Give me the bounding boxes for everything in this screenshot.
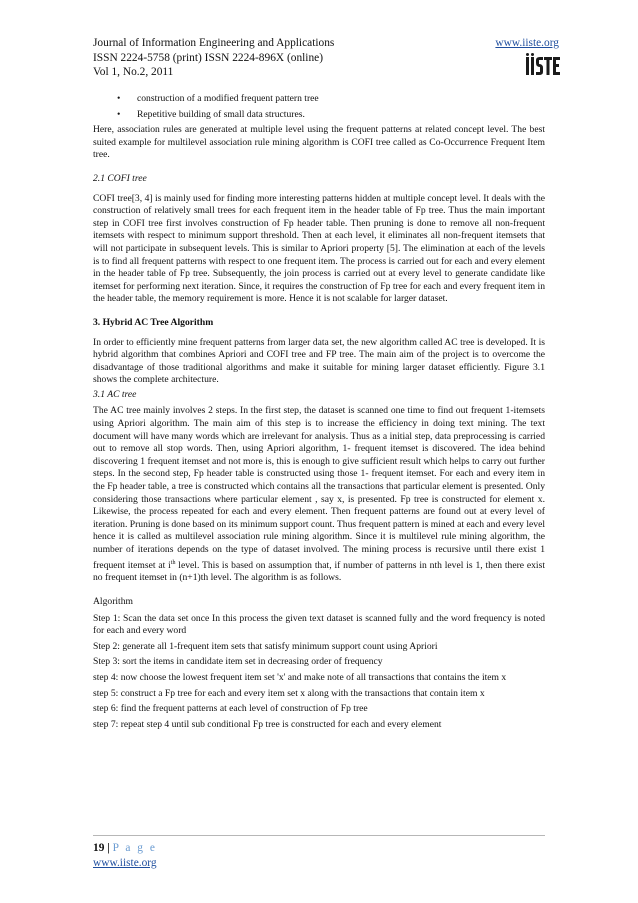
header-url-link[interactable]: www.iiste.org bbox=[495, 37, 559, 49]
article-body bbox=[93, 93, 545, 734]
algorithm-step: step 5: construct a Fp tree for each and every item set x along with the transactions that contain item x bbox=[93, 687, 485, 699]
cofi-paragraph: COFI tree[3, 4] is mainly used for finding more interesting patterns hidden at multiple concept level. It deals with the construction of relatively small trees for each frequent item in the header table of Fp tree. Thus the main important step in COFI tree first involves construction of Fp header table. Then pruning is done to remove all non-frequent itemsets with respect to minimum support threshold. Then at each level, it eliminates all non-frequent itemsets that will not participate in subsequent levels. This is similar to Apriori property [5]. The elimination at each of the levels is to find all frequent patterns with respect to one frequent item. The process is carried out for each and every element in the header table of Fp tree. Subsequently, the join process is carried out at every level to generate candidate like itemset for performing next iteration. Since, it requires the construction of Fp tree for each and every frequent item in the header table, the memory requirement is more. Hence it is not scalable for larger dataset. bbox=[93, 192, 545, 305]
bullet-marker: • bbox=[117, 108, 121, 120]
bullet-text: Repetitive building of small data structures. bbox=[137, 108, 305, 120]
page-number: 19 bbox=[93, 842, 105, 854]
journal-title: Journal of Information Engineering and Applications bbox=[93, 37, 335, 49]
page-footer bbox=[93, 841, 157, 870]
bullet-marker: • bbox=[117, 93, 121, 104]
actree-text-part2: level. This is based on assumption that, if number of patterns in nth level is 1, then there exist no frequent itemset in (n+1)th level. The algorithm is as follows. bbox=[93, 559, 545, 584]
algorithm-step: step 4: now choose the lowest frequent item set 'x' and make note of all transactions that contains the item x bbox=[93, 671, 507, 683]
cofi-heading: 2.1 COFI tree bbox=[93, 172, 147, 184]
algorithm-step: Step 2: generate all 1-frequent item sets that satisfy minimum support count using Apriori bbox=[93, 640, 438, 652]
actree-paragraph bbox=[93, 405, 545, 585]
bullet-item bbox=[93, 93, 545, 106]
footer-url-link[interactable]: www.iiste.org bbox=[93, 856, 157, 869]
page-word: P a g e bbox=[112, 842, 157, 854]
superscript-th: th bbox=[170, 559, 176, 566]
page-separator: | bbox=[107, 842, 110, 854]
algorithm-step: Step 1: Scan the data set once In this process the given text dataset is scanned fully and the word frequency is noted for each and every word bbox=[93, 612, 545, 637]
page-number-line bbox=[93, 841, 157, 856]
actree-heading: 3.1 AC tree bbox=[93, 388, 137, 400]
hybrid-heading: 3. Hybrid AC Tree Algorithm bbox=[93, 316, 214, 328]
algorithm-title: Algorithm bbox=[93, 595, 133, 607]
page-header bbox=[93, 36, 559, 80]
algorithm-step: Step 3: sort the items in candidate item set in decreasing order of frequency bbox=[93, 656, 383, 668]
issn-line: ISSN 2224-5758 (print) ISSN 2224-896X (online) bbox=[93, 51, 324, 64]
footer-divider bbox=[93, 835, 545, 836]
iiste-logo-icon bbox=[526, 53, 560, 75]
bullet-text: construction of a modified frequent pattern tree bbox=[137, 93, 319, 104]
bullet-item bbox=[93, 109, 545, 122]
hybrid-paragraph: In order to efficiently mine frequent patterns from larger data set, the new algorithm called AC tree is developed. It is hybrid algorithm that combines Apriori and COFI tree and FP tree. The main aim of the project is to overcome the disadvantage of those traditional algorithms and make it suitable for mining larger dataset efficiently. Figure 3.1 shows the complete architecture. bbox=[93, 336, 545, 386]
algorithm-step: step 6: find the frequent patterns at each level of construction of Fp tree bbox=[93, 703, 368, 715]
algorithm-step: step 7: repeat step 4 until sub conditional Fp tree is constructed for each and every element bbox=[93, 718, 442, 730]
actree-text-part1: The AC tree mainly involves 2 steps. In the first step, the dataset is scanned one time to find out frequent 1-itemsets using Apriori algorithm. The main aim of this step is to increase the efficiency in doing text mining. The text document will have many words which are irrelevant for analysis. Thus as a initial step, data preprocessing is carried out to remove all stop words. Then, using Apriori algorithm, 1- frequent itemset is discovered. The idea behind discovering 1 frequent itemset and not more is, this is enough to give sufficient result which helps to carry out further steps. In the second step, Fp header table is constructed using those 1- frequent itemset. For each and every item in the Fp header table, a tree is constructed which contains all the transactions that particular element is presented. Only considering those transactions where particular element , say x, is presented. Fp tree is constructed for element x. Likewise, the process repeated for each and every element. Then frequent patterns are found out at every level of iteration. Pruning is done based on its minimum support count. Thus frequent pattern is mined at each and every level hence it is called as multilevel association rule mining algorithm. Since it is multilevel rule mining algorithm, the number of iterations depends on the type of dataset involved. The mining process is recursive until there exist 1 frequent itemset at i bbox=[93, 405, 545, 571]
intro-paragraph: Here, association rules are generated at multiple level using the frequent patterns at related concept level. The best suited example for multilevel association rule mining algorithm is COFI tree called as Co-Occurrence Frequent Item tree. bbox=[93, 124, 545, 161]
volume-line: Vol 1, No.2, 2011 bbox=[93, 66, 174, 78]
algorithm-steps bbox=[93, 613, 545, 732]
